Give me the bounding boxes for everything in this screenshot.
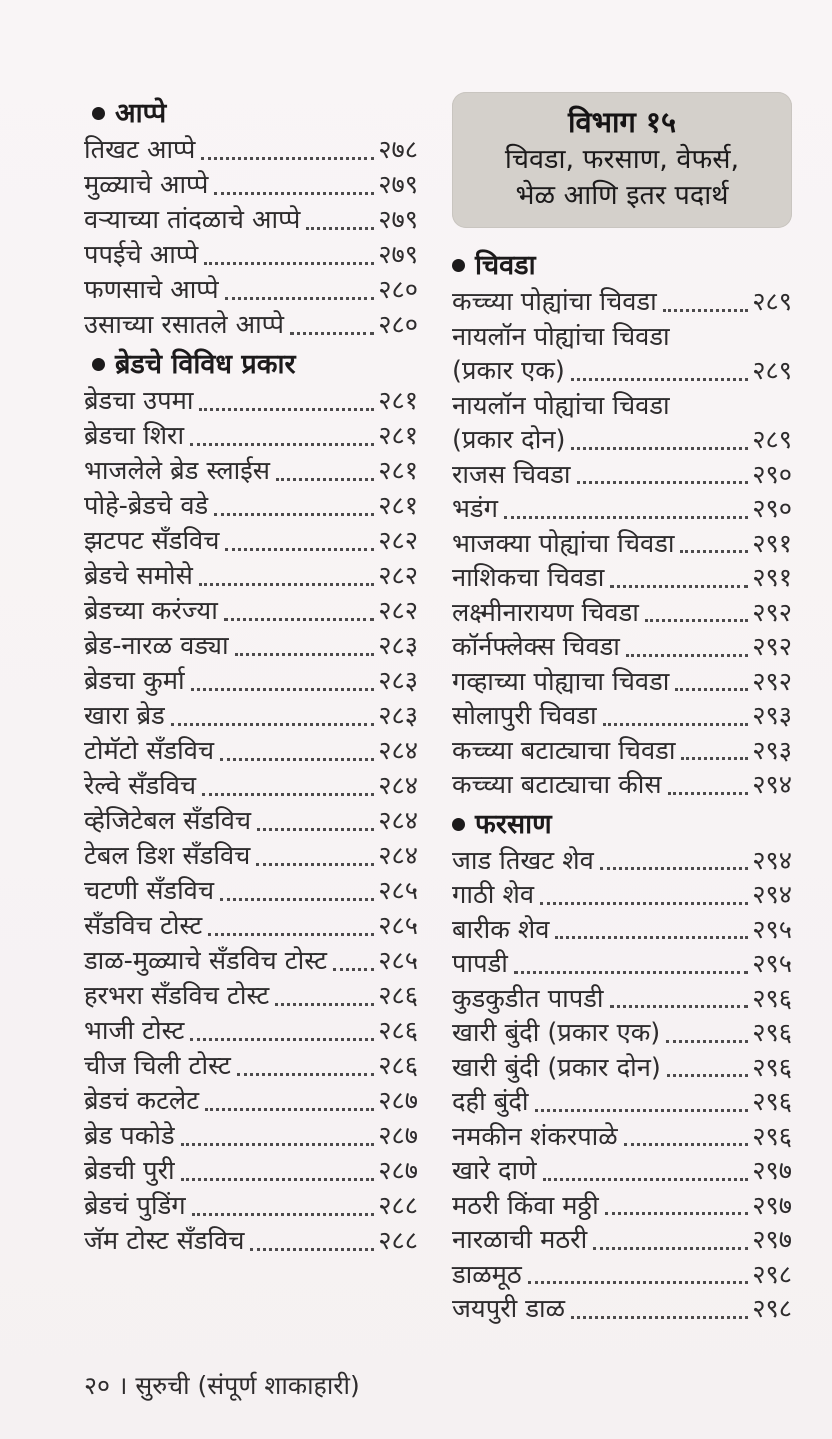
toc-entry (84, 1014, 418, 1049)
toc-entry-label: कॉर्नफ्लेक्स चिवडा (452, 632, 620, 662)
toc-entry-page-number: २७९ (378, 170, 418, 200)
toc-entry (84, 1119, 418, 1154)
toc-entry-label: ब्रेडच्या करंज्या (84, 596, 218, 626)
toc-entry-page-number: २९१ (752, 528, 792, 559)
dot-leader (666, 1040, 748, 1043)
dot-leader (333, 968, 374, 971)
dot-leader (224, 618, 374, 621)
dot-leader (543, 1178, 749, 1181)
toc-entry-label: उसाच्या रसातले आप्पे (84, 310, 285, 340)
toc-entry-label: तिखट आप्पे (84, 135, 196, 165)
dot-leader (603, 723, 749, 726)
toc-entry-label: खारा ब्रेड (84, 701, 165, 731)
toc-entry (452, 1051, 792, 1086)
toc-entry (84, 594, 418, 629)
toc-entry-page-number: २८२ (378, 596, 418, 626)
toc-entry-label-continued: (प्रकार दोन) (452, 425, 566, 455)
toc-entry-page-number: २८८ (378, 1226, 418, 1256)
toc-entry-page-number: २८६ (378, 1051, 418, 1081)
toc-entry (84, 308, 418, 343)
toc-entry-page-number: २९२ (752, 632, 792, 662)
toc-entry (452, 982, 792, 1017)
toc-entry-label: मुळ्याचे आप्पे (84, 170, 209, 200)
toc-entry (452, 947, 792, 982)
toc-entry-page-number: २८२ (378, 561, 418, 591)
toc-entry-label: लक्ष्मीनारायण चिवडा (452, 597, 639, 628)
dot-leader (237, 1073, 374, 1076)
toc-entry-page-number: २८४ (378, 841, 418, 871)
toc-entry-page-number: २८९ (752, 287, 792, 317)
toc-entry (84, 1049, 418, 1084)
toc-entry-page-number: २९४ (752, 880, 792, 910)
toc-entry-page-number: २९६ (752, 1052, 792, 1083)
toc-entry-page-number: २८३ (378, 631, 418, 661)
part-heading-box (452, 92, 792, 228)
dot-leader (681, 757, 748, 760)
toc-entry-label: भाजक्या पोह्यांचा चिवडा (452, 528, 675, 559)
toc-entry-label: झटपट सँडविच (84, 526, 220, 556)
toc-entry-page-number: २९५ (752, 914, 792, 945)
toc-entry-page-number: २८७ (378, 1121, 418, 1151)
dot-leader (577, 481, 749, 484)
dot-leader (668, 792, 749, 795)
toc-entry-page-number: २९४ (752, 845, 792, 876)
toc-entry-label: ब्रेड पकोडे (84, 1121, 175, 1151)
toc-entry (84, 629, 418, 664)
toc-entry-page-number: २९७ (752, 1225, 792, 1255)
toc-entry-label: खारी बुंदी (प्रकार दोन) (452, 1052, 661, 1083)
toc-entry-label-continued: (प्रकार एक) (452, 356, 565, 386)
dot-leader (504, 516, 748, 519)
toc-entry (84, 384, 418, 419)
toc-entry-page-number: २८३ (378, 701, 418, 731)
dot-leader (192, 1213, 375, 1216)
toc-entry-label: कच्च्या पोह्यांचा चिवडा (452, 287, 657, 317)
toc-right-sections (452, 248, 792, 1327)
toc-entry (84, 804, 418, 839)
toc-entry (452, 734, 792, 769)
toc-entry-label: हरभरा सँडविच टोस्ट (84, 981, 270, 1011)
toc-entry-label: नारळाची मठरी (452, 1225, 588, 1255)
toc-entry-label: बारीक शेव (452, 914, 550, 945)
toc-entry (84, 273, 418, 308)
toc-entry-page-number: २८४ (378, 736, 418, 766)
toc-entry (452, 844, 792, 879)
dot-leader (199, 408, 374, 411)
toc-entry (84, 979, 418, 1014)
toc-entry-label: चटणी सँडविच (84, 876, 215, 906)
dot-leader (626, 654, 748, 657)
toc-entry-page-number: २९७ (752, 1156, 792, 1186)
toc-entry-page-number: २७९ (378, 240, 418, 270)
toc-entry-label: गाठी शेव (452, 880, 535, 910)
toc-entry-page-number: २८० (378, 310, 418, 340)
toc-entry-label: कच्च्या बटाट्याचा कीस (452, 770, 662, 800)
dot-leader (610, 1005, 749, 1008)
dot-leader (235, 653, 375, 656)
toc-entry-page-number: २८५ (378, 876, 418, 906)
toc-entry-label: कच्च्या बटाट्याचा चिवडा (452, 735, 676, 766)
toc-entry-label: मठरी किंवा मठ्ठी (452, 1190, 599, 1221)
toc-entry-line1 (452, 320, 792, 355)
section-heading (92, 347, 418, 382)
dot-leader (204, 262, 374, 265)
toc-entry-page-number: २८२ (378, 526, 418, 556)
toc-entry-page-number: २८९ (752, 356, 792, 386)
toc-entry (84, 839, 418, 874)
toc-entry-label: सँडविच टोस्ट (84, 911, 203, 941)
toc-entry (84, 769, 418, 804)
section-heading (92, 96, 418, 131)
dot-leader (605, 1212, 749, 1215)
dot-leader (191, 688, 375, 691)
dot-leader (225, 297, 375, 300)
toc-entry-page-number: २८१ (378, 491, 418, 521)
toc-entry-label: दही बुंदी (452, 1087, 529, 1117)
toc-entry-page-number: २९८ (752, 1259, 792, 1290)
toc-entry-page-number: २८७ (378, 1156, 418, 1186)
dot-leader (225, 548, 374, 551)
section-heading-label: फरसाण (475, 808, 552, 840)
section-heading-label: चिवडा (475, 250, 536, 281)
dot-leader (171, 723, 374, 726)
section-heading (452, 248, 792, 283)
toc-entry-label: ब्रेडची पुरी (84, 1156, 175, 1186)
toc-entry-page-number: २९६ (752, 983, 792, 1014)
toc-entry (84, 489, 418, 524)
section-heading-label: आप्पे (115, 98, 167, 129)
dot-leader (663, 309, 749, 312)
toc-entry-label: ब्रेडचा उपमा (84, 386, 194, 416)
dot-leader (645, 619, 748, 622)
dot-leader (190, 1038, 374, 1041)
toc-entry (452, 561, 792, 596)
toc-entry (84, 454, 418, 489)
toc-entry-label: पोहे-ब्रेडचे वडे (84, 491, 209, 521)
toc-left-column (84, 92, 418, 1259)
toc-entry-label: सोलापुरी चिवडा (452, 701, 597, 731)
part-title: विभाग १५ (567, 105, 677, 139)
dot-leader (201, 157, 374, 160)
toc-entry-page-number: २९२ (752, 666, 792, 697)
toc-entry-label: व्हेजिटेबल सँडविच (84, 806, 252, 836)
toc-entry-page-number: २८६ (378, 1016, 418, 1046)
toc-entry-label: ब्रेडचा शिरा (84, 421, 185, 451)
toc-entry-page-number: २८६ (378, 981, 418, 1011)
toc-entry-label: रेल्वे सँडविच (84, 771, 197, 801)
toc-entry-page-number: २८४ (378, 806, 418, 836)
toc-entry (84, 559, 418, 594)
dot-leader (205, 1108, 374, 1111)
toc-entry-page-number: २८५ (378, 946, 418, 976)
toc-entry-label: टोमॅटो सँडविच (84, 736, 215, 766)
toc-entry-label: गव्हाच्या पोह्याचा चिवडा (452, 666, 670, 697)
toc-entry-page-number: २८१ (378, 386, 418, 416)
toc-entry-label: नाशिकचा चिवडा (452, 563, 605, 593)
toc-entry (84, 419, 418, 454)
toc-entry (452, 768, 792, 803)
toc-entry (452, 1223, 792, 1258)
toc-entry-page-number: २८० (378, 275, 418, 305)
toc-entry-page-number: २९२ (752, 597, 792, 628)
toc-entry-page-number: २९६ (752, 1121, 792, 1152)
dot-leader (220, 898, 374, 901)
toc-entry (452, 1258, 792, 1293)
toc-entry-label: नायलॉन पोह्यांचा चिवडा (452, 321, 670, 352)
toc-entry (452, 699, 792, 734)
toc-entry (84, 168, 418, 203)
toc-entry (84, 1154, 418, 1189)
toc-entry-label: भाजी टोस्ट (84, 1016, 185, 1046)
toc-entry-page-number: २८४ (378, 771, 418, 801)
toc-entry-label: भाजलेले ब्रेड स्लाईस (84, 456, 271, 486)
toc-entry (84, 734, 418, 769)
dot-leader (220, 758, 374, 761)
toc-entry-page-number: २८८ (378, 1191, 418, 1221)
toc-entry-label: नायलॉन पोह्यांचा चिवडा (452, 390, 670, 421)
toc-entry (84, 909, 418, 944)
toc-entry (452, 665, 792, 700)
toc-entry-page-number: २७८ (378, 135, 418, 165)
dot-leader (214, 192, 374, 195)
toc-entry-page-number: २८१ (378, 421, 418, 451)
toc-entry (452, 1154, 792, 1189)
toc-entry (452, 492, 792, 527)
toc-entry (452, 1016, 792, 1051)
toc-entry-line2 (452, 354, 792, 389)
toc-entry (84, 1189, 418, 1224)
toc-entry (452, 878, 792, 913)
dot-leader (593, 1247, 748, 1250)
dot-leader (256, 863, 374, 866)
toc-entry-label: ब्रेडचे समोसे (84, 561, 193, 591)
toc-entry (84, 133, 418, 168)
dot-leader (675, 688, 748, 691)
toc-entry-page-number: २८५ (378, 911, 418, 941)
toc-entry (452, 913, 792, 948)
toc-entry-page-number: २९६ (752, 1087, 792, 1117)
dot-leader (199, 583, 374, 586)
toc-entry-label: ब्रेडचं कटलेट (84, 1086, 200, 1116)
toc-entry-label: जयपुरी डाळ (452, 1294, 565, 1324)
toc-entry (84, 524, 418, 559)
toc-entry-page-number: २८९ (752, 425, 792, 455)
dot-leader (275, 1003, 374, 1006)
dot-leader (514, 971, 748, 974)
toc-entry (452, 596, 792, 631)
toc-entry (84, 944, 418, 979)
page-footer: २० । सुरुची (संपूर्ण शाकाहारी) (84, 1371, 360, 1400)
toc-right-column (452, 92, 792, 1327)
toc-entry-label: चीज चिली टोस्ट (84, 1051, 231, 1081)
dot-leader (276, 478, 374, 481)
toc-entry (452, 630, 792, 665)
toc-entry-label: खारे दाणे (452, 1156, 537, 1186)
toc-entry-page-number: २९० (752, 459, 792, 490)
toc-entry-label: राजस चिवडा (452, 459, 571, 490)
toc-entry (84, 238, 418, 273)
toc-entry-label: भडंग (452, 494, 498, 524)
dot-leader (540, 902, 748, 905)
dot-leader (214, 513, 374, 516)
toc-entry (84, 699, 418, 734)
toc-entry-page-number: २८१ (378, 456, 418, 486)
toc-entry-label: नमकीन शंकरपाळे (452, 1121, 618, 1152)
toc-entry (452, 458, 792, 493)
dot-leader (571, 378, 748, 381)
toc-entry-label: ब्रेडचं पुडिंग (84, 1191, 186, 1221)
toc-entry (84, 664, 418, 699)
toc-entry-label: पापडी (452, 949, 508, 979)
toc-entry-page-number: २८३ (378, 666, 418, 696)
part-subtitle-line2: भेळ आणि इतर पदार्थ (515, 180, 729, 211)
toc-entry-line2 (452, 423, 792, 458)
toc-entry (84, 874, 418, 909)
toc-entry-label: वऱ्याच्या तांदळाचे आप्पे (84, 205, 301, 235)
toc-entry (452, 1292, 792, 1327)
section-heading-label: ब्रेडचे विविध प्रकार (115, 349, 296, 380)
toc-entry-label: टेबल डिश सँडविच (84, 841, 251, 871)
dot-leader (555, 936, 748, 939)
toc-entry-label: जॅम टोस्ट सँडविच (84, 1226, 245, 1256)
dot-leader (202, 793, 374, 796)
toc-entry-page-number: २९० (752, 494, 792, 524)
toc-entry-page-number: २९७ (752, 1190, 792, 1221)
toc-entry-page-number: २८७ (378, 1086, 418, 1116)
toc-entry (84, 203, 418, 238)
toc-entry-page-number: २९३ (752, 701, 792, 731)
toc-entry-label: ब्रेड-नारळ वड्या (84, 631, 229, 661)
toc-entry (452, 285, 792, 320)
dot-leader (250, 1248, 374, 1251)
toc-entry-page-number: २९१ (752, 563, 792, 593)
dot-leader (571, 447, 748, 450)
section-heading (452, 807, 792, 842)
dot-leader (600, 867, 748, 870)
toc-entry (84, 1224, 418, 1259)
toc-entry-label: फणसाचे आप्पे (84, 275, 219, 305)
dot-leader (667, 1074, 748, 1077)
dot-leader (257, 828, 374, 831)
toc-entry-page-number: २९६ (752, 1018, 792, 1048)
dot-leader (181, 1178, 375, 1181)
toc-entry-label: डाळ-मुळ्याचे सँडविच टोस्ट (84, 946, 328, 976)
toc-entry (452, 1189, 792, 1224)
toc-entry-label: डाळमूठ (452, 1259, 522, 1290)
bullet-icon (92, 107, 105, 120)
toc-entry (452, 527, 792, 562)
toc-entry-page-number: २९५ (752, 949, 792, 979)
dot-leader (535, 1109, 749, 1112)
dot-leader (610, 585, 748, 588)
toc-entry (84, 1084, 418, 1119)
dot-leader (680, 550, 748, 553)
toc-entry-page-number: २७९ (378, 205, 418, 235)
toc-entry-page-number: २९४ (752, 770, 792, 800)
dot-leader (528, 1281, 749, 1284)
part-subtitle-line1: चिवडा, फरसाण, वेफर्स, (504, 144, 740, 175)
dot-leader (208, 933, 374, 936)
toc-entry-label: पपईचे आप्पे (84, 240, 199, 270)
bullet-icon (452, 259, 465, 272)
toc-entry (452, 1085, 792, 1120)
toc-entry-line1 (452, 389, 792, 424)
toc-entry (452, 1120, 792, 1155)
dot-leader (190, 443, 374, 446)
toc-entry-label: कुडकुडीत पापडी (452, 983, 604, 1014)
bullet-icon (452, 818, 465, 831)
toc-entry-page-number: २९३ (752, 735, 792, 766)
bullet-icon (92, 358, 105, 371)
toc-entry-label: ब्रेडचा कुर्मा (84, 666, 185, 696)
dot-leader (306, 227, 374, 230)
toc-entry-page-number: २९८ (752, 1294, 792, 1324)
dot-leader (181, 1143, 375, 1146)
toc-entry-label: जाड तिखट शेव (452, 845, 594, 876)
toc-entry-label: खारी बुंदी (प्रकार एक) (452, 1018, 661, 1048)
dot-leader (571, 1316, 748, 1319)
dot-leader (290, 332, 374, 335)
dot-leader (624, 1143, 749, 1146)
